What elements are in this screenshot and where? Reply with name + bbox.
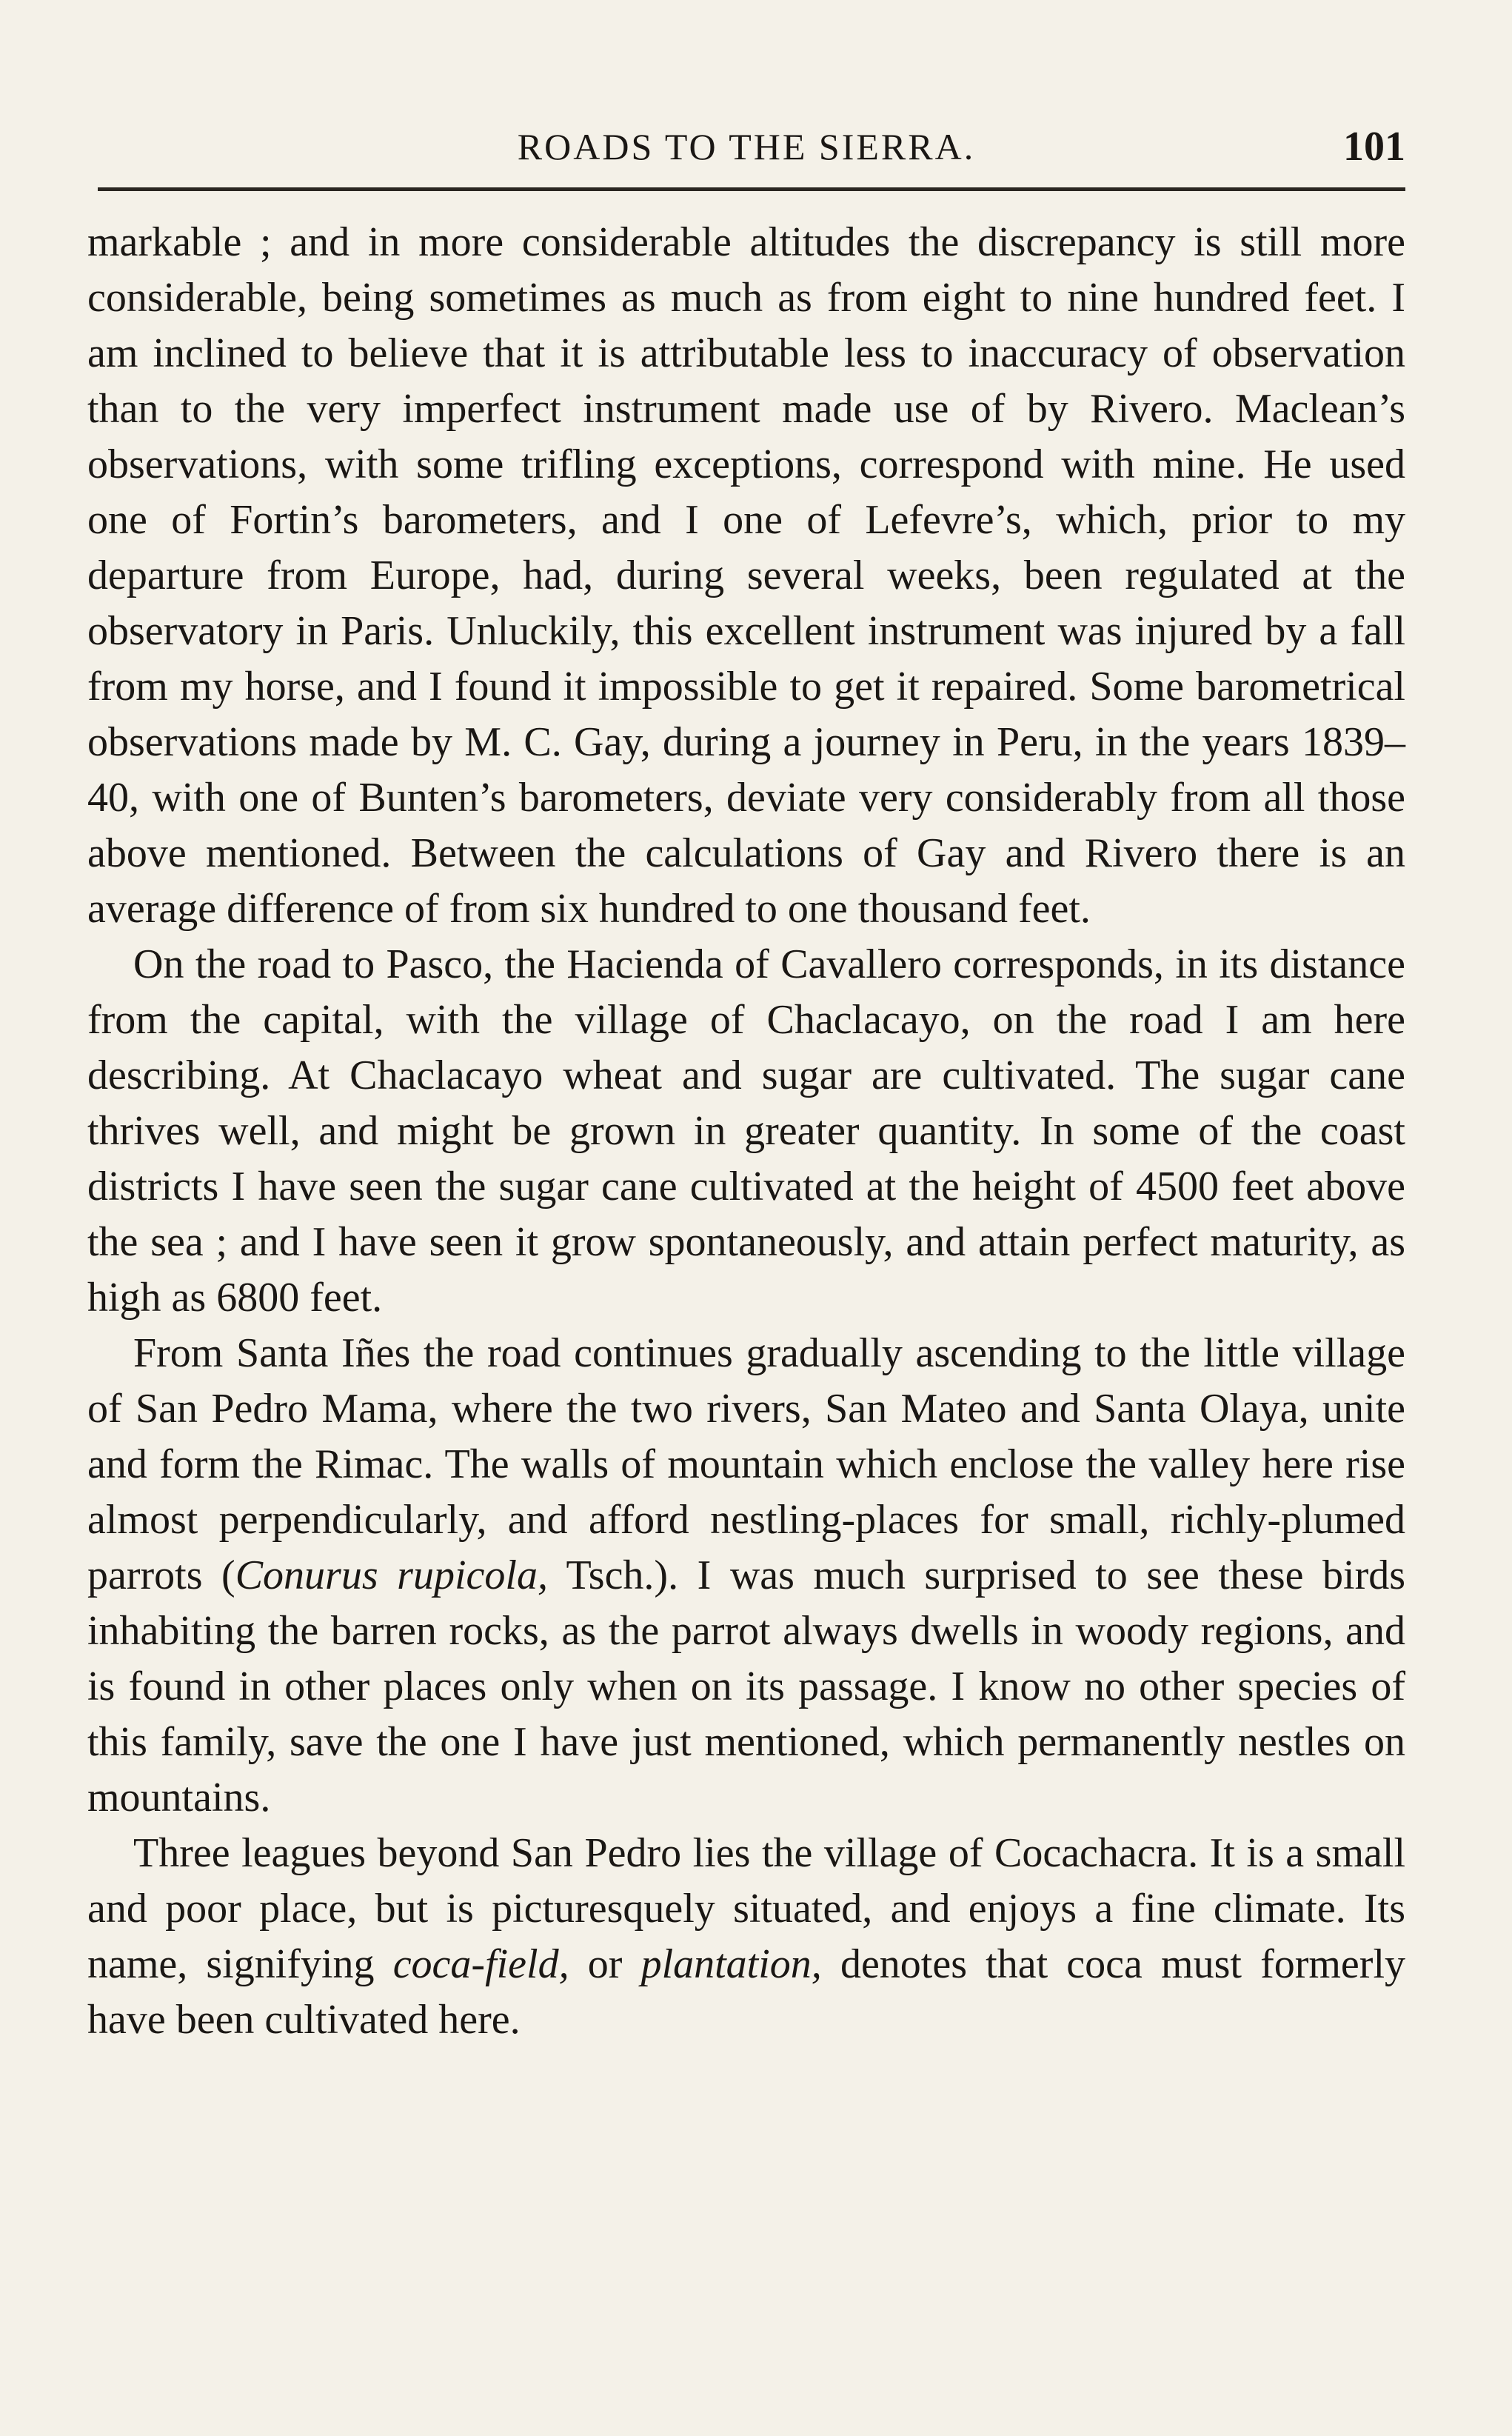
running-title: ROADS TO THE SIERRA. xyxy=(517,126,976,167)
page-number: 101 xyxy=(1343,124,1405,170)
paragraph-4-text-after: denotes that coca must formerly have been cultivated here. xyxy=(87,1941,1405,2043)
running-head xyxy=(87,117,1405,176)
term-coca-field: coca-field, xyxy=(392,1941,569,1987)
paragraph-1-text: markable ; and in more considerable altitudes the discrepancy is still more considerable, being sometimes as much as from eight to nine hundred feet. I am inclined to believe that it is attributable less to inaccuracy of observation than to the very imperfect instrument made use of by Rivero. Maclean’s observations, with some trifling exceptions, correspond with mine. He used one of Fortin’s barometers, and I one of Lefevre’s, which, prior to my departure from Europe, had, during several weeks, been regulated at the observatory in Paris. Unluckily, this excellent instrument was injured by a fall from my horse, and I found it impossible to get it repaired. Some barometrical observations made by M. C. Gay, during a journey in Peru, in the years 1839–40, with one of Bunten’s barometers, deviate very considerably from all those above mentioned. Between the calculations of Gay and Rivero there is an average difference of from six hundred to one thousand feet. xyxy=(87,219,1405,932)
species-name: Conurus rupicola, xyxy=(235,1552,548,1598)
header-rule xyxy=(98,187,1405,191)
body-text xyxy=(87,215,1405,2048)
paragraph-4-text-before: Three leagues beyond San Pedro lies the village of Cocachacra. It is a small and poor place, but is picturesquely situated, and enjoys a fine climate. Its name, signifying xyxy=(87,1830,1405,1987)
paragraph-3 xyxy=(87,1326,1405,1826)
book-page xyxy=(87,0,1405,2436)
paragraph-1 xyxy=(87,215,1405,937)
paragraph-3-text-after: Tsch.). I was much surprised to see these birds inhabiting the barren rocks, as the parrot always dwells in woody regions, and is found in other places only when on its passage. I know no other species of this family, save the one I have just mentioned, which permanently nestles on mountains. xyxy=(87,1552,1406,1821)
paragraph-4-text-middle: or xyxy=(569,1941,641,1987)
paragraph-4 xyxy=(87,1826,1405,2048)
term-plantation: plantation, xyxy=(640,1941,822,1987)
paragraph-2-text: On the road to Pasco, the Hacienda of Cavallero corresponds, in its distance from the capital, with the village of Chaclacayo, on the road I am here describing. At Chaclacayo wheat and sugar are cultivated. The sugar cane thrives well, and might be grown in greater quantity. In some of the coast districts I have seen the sugar cane cultivated at the height of 4500 feet above the sea ; and I have seen it grow spontaneously, and attain perfect maturity, as high as 6800 feet. xyxy=(87,941,1405,1321)
paragraph-3-text-before: From Santa Iñes the road continues gradually ascending to the little village of San Pedro Mama, where the two rivers, San Mateo and Santa Olaya, unite and form the Rimac. The walls of mountain which enclose the valley here rise almost perpendicularly, and afford nestling-places for small, richly-plumed parrots ( xyxy=(87,1330,1405,1598)
paragraph-2 xyxy=(87,937,1405,1326)
